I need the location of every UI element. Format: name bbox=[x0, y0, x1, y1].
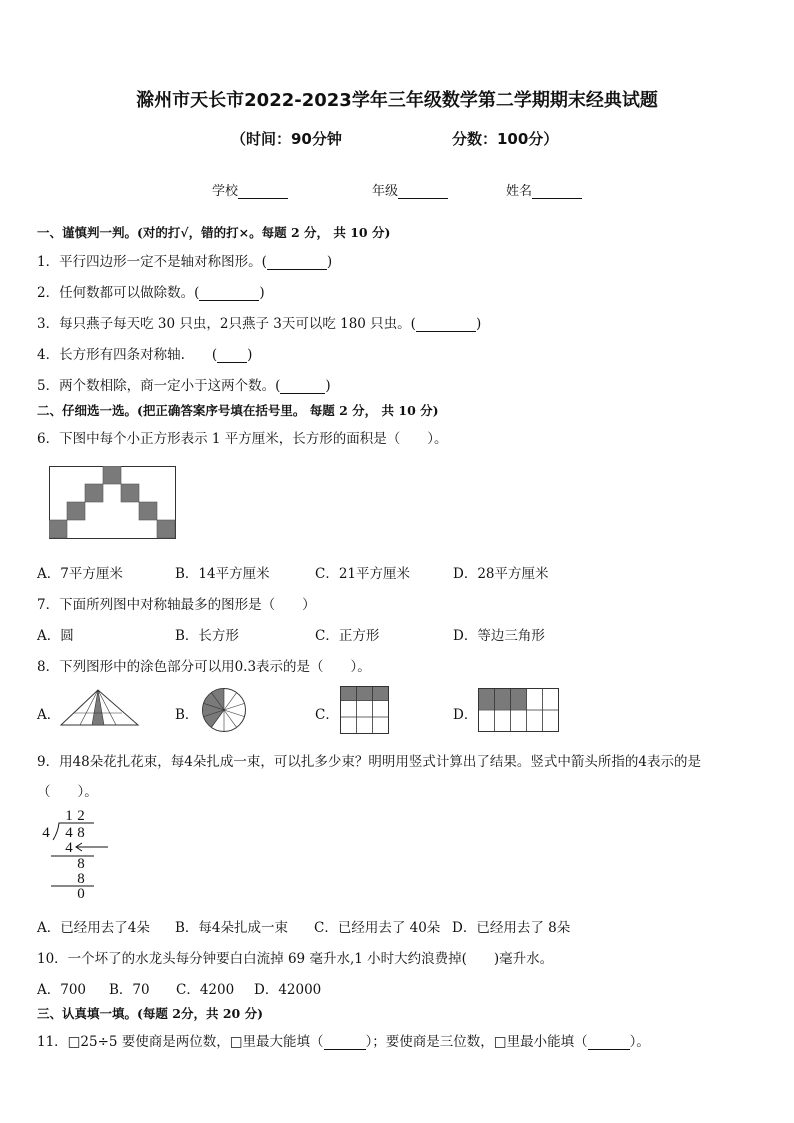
close-paren: ) bbox=[259, 285, 265, 301]
q8-option-c[interactable]: C． bbox=[315, 707, 339, 723]
q9-option-d[interactable]: D．已经用去了 8朵 bbox=[452, 920, 571, 936]
question-1-text: 1．平行四边形一定不是轴对称图形。( bbox=[37, 254, 267, 270]
question-7: 7．下面所列图中对称轴最多的图形是（ ） bbox=[37, 597, 316, 613]
q6-option-a[interactable]: A．7平方厘米 bbox=[37, 566, 123, 582]
question-11-part-b: ）；要使商是三位数，□里最小能填（ bbox=[365, 1034, 588, 1050]
question-4 bbox=[37, 343, 252, 363]
q8-square-grid-figure bbox=[340, 686, 389, 734]
name-blank bbox=[532, 186, 582, 199]
question-11 bbox=[37, 1030, 650, 1050]
q9-long-division bbox=[36, 806, 116, 902]
division-dividend-ones: 8 bbox=[77, 825, 85, 841]
q6-option-b[interactable]: B．14平方厘米 bbox=[175, 566, 270, 582]
question-2 bbox=[37, 281, 265, 301]
school-label: 学校 bbox=[212, 184, 239, 199]
question-6: 6．下图中每个小正方形表示 1 平方厘米，长方形的面积是（ ）。 bbox=[37, 431, 448, 447]
q8-rectangle-grid-figure bbox=[478, 688, 560, 732]
q8-option-d[interactable]: D． bbox=[453, 707, 478, 723]
section1-heading: 一、谨慎判一判。(对的打√，错的打×。每题 2 分， 共 10 分) bbox=[37, 225, 391, 240]
grade-label: 年级 bbox=[372, 184, 399, 199]
q6-grid-figure bbox=[49, 466, 176, 539]
exam-time: （时间：90分钟 bbox=[231, 130, 342, 148]
question-4-text: 4．长方形有四条对称轴. ( bbox=[37, 347, 218, 363]
question-9-line1: 9．用48朵花扎花束，每4朵扎成一束，可以扎多少束？明明用竖式计算出了结果。竖式中箭头所指的4表示的是 bbox=[37, 754, 701, 770]
q10-option-b[interactable]: B．70 bbox=[109, 982, 150, 998]
q8-triangle-figure bbox=[60, 689, 140, 727]
q6-option-d[interactable]: D．28平方厘米 bbox=[453, 566, 549, 582]
division-divisor: 4 bbox=[42, 825, 50, 841]
name-field bbox=[506, 180, 582, 199]
answer-blank-4[interactable] bbox=[217, 350, 247, 363]
section3-heading: 三、认真填一填。(每题 2分，共 20 分) bbox=[37, 1006, 263, 1021]
q9-option-a[interactable]: A．已经用去了4朵 bbox=[37, 920, 150, 936]
q7-option-a[interactable]: A．圆 bbox=[37, 628, 74, 644]
q10-option-c[interactable]: C．4200 bbox=[176, 982, 235, 998]
question-1 bbox=[37, 250, 332, 270]
school-blank bbox=[238, 186, 288, 199]
close-paren: ) bbox=[325, 378, 331, 394]
close-paren: ) bbox=[247, 347, 253, 363]
division-quotient-tens: 1 bbox=[65, 808, 73, 824]
division-step-2: 8 bbox=[77, 856, 85, 872]
answer-blank-11b[interactable] bbox=[588, 1037, 630, 1050]
q8-option-b[interactable]: B． bbox=[175, 707, 199, 723]
name-label: 姓名 bbox=[506, 184, 533, 199]
answer-blank-3[interactable] bbox=[416, 319, 476, 332]
question-8: 8．下列图形中的涂色部分可以用0.3表示的是（ ）。 bbox=[37, 659, 371, 675]
question-2-text: 2．任何数都可以做除数。( bbox=[37, 285, 200, 301]
q10-option-d[interactable]: D．42000 bbox=[254, 982, 322, 998]
q8-circle-figure bbox=[201, 687, 247, 733]
division-quotient-ones: 2 bbox=[77, 808, 85, 824]
q8-option-a[interactable]: A． bbox=[37, 707, 61, 723]
question-11-part-c: ）。 bbox=[629, 1034, 650, 1050]
question-5 bbox=[37, 374, 331, 394]
division-dividend-tens: 4 bbox=[65, 825, 73, 841]
division-step-1: 4 bbox=[65, 840, 73, 856]
grade-blank bbox=[398, 186, 448, 199]
section2-heading: 二、仔细选一选。(把正确答案序号填在括号里。 每题 2 分， 共 10 分) bbox=[37, 403, 439, 418]
q7-option-b[interactable]: B．长方形 bbox=[175, 628, 239, 644]
q6-option-c[interactable]: C．21平方厘米 bbox=[315, 566, 411, 582]
question-11-part-a: 11．□25÷5 要使商是两位数，□里最大能填（ bbox=[37, 1034, 324, 1050]
grade-field bbox=[372, 180, 448, 199]
q7-option-d[interactable]: D．等边三角形 bbox=[453, 628, 545, 644]
page-title: 滁州市天长市2022-2023学年三年级数学第二学期期末经典试题 bbox=[136, 90, 658, 111]
division-step-3: 8 bbox=[77, 871, 85, 887]
answer-blank-11a[interactable] bbox=[324, 1037, 366, 1050]
question-5-text: 5．两个数相除，商一定小于这两个数。( bbox=[37, 378, 281, 394]
exam-score: 分数：100分） bbox=[452, 130, 559, 148]
answer-blank-1[interactable] bbox=[267, 257, 327, 270]
question-9-line2: （ ）。 bbox=[37, 784, 98, 800]
q10-option-a[interactable]: A．700 bbox=[37, 982, 87, 998]
q7-option-c[interactable]: C．正方形 bbox=[315, 628, 380, 644]
answer-blank-2[interactable] bbox=[199, 288, 259, 301]
q9-option-b[interactable]: B．每4朵扎成一束 bbox=[175, 920, 289, 936]
question-3-text: 3．每只燕子每天吃 30 只虫，2只燕子 3天可以吃 180 只虫。( bbox=[37, 316, 416, 332]
answer-blank-5[interactable] bbox=[280, 381, 325, 394]
division-remainder: 0 bbox=[77, 886, 85, 902]
close-paren: ) bbox=[475, 316, 482, 332]
question-10: 10．一个坏了的水龙头每分钟要白白流掉 69 毫升水,1 小时大约浪费掉( )毫升水。 bbox=[37, 951, 554, 967]
close-paren: ) bbox=[326, 254, 333, 270]
school-field bbox=[212, 180, 288, 199]
q9-option-c[interactable]: C．已经用去了 40朵 bbox=[314, 920, 441, 936]
question-3 bbox=[37, 312, 481, 332]
